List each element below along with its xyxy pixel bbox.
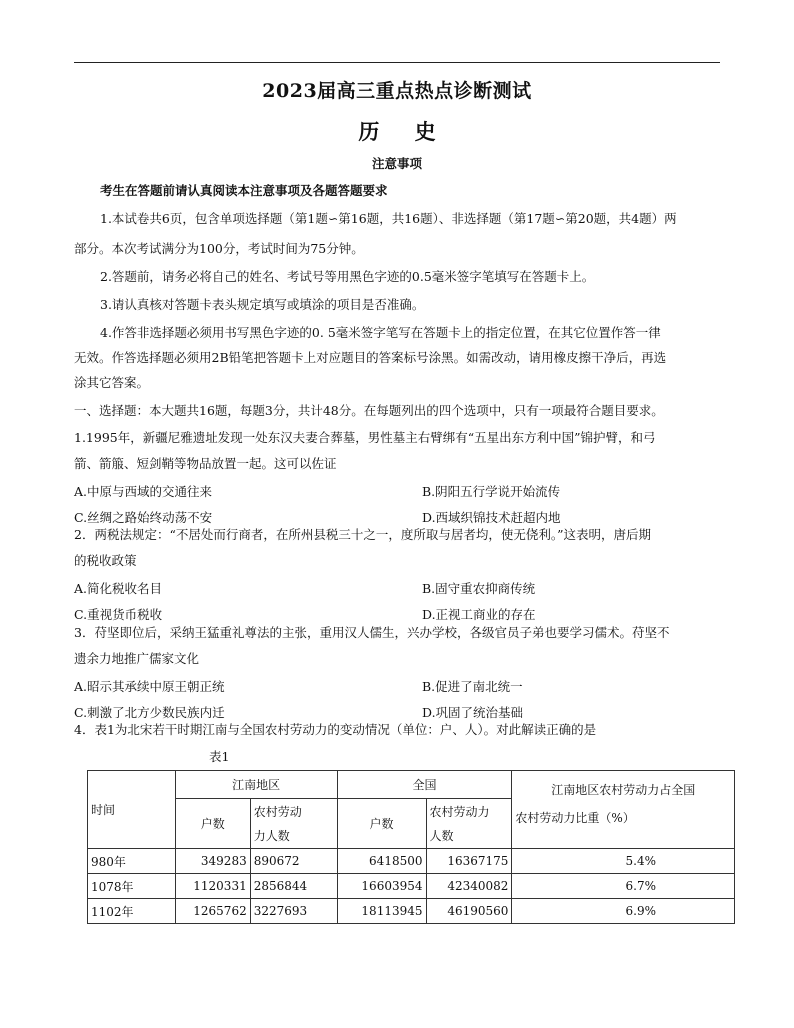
header-ratio: [512, 771, 735, 849]
notice-4-line3: 涂其它答案。: [74, 375, 150, 390]
notice-1-line1: 1.本试卷共6页，包含单项选择题（第1题∽第16题，共16题）、非选择题（第17题∽第20题，共4题）两: [100, 211, 677, 226]
q1-stem-line1: 1.1995年，新疆尼雅遗址发现一处东汉夫妻合葬墓，男性墓主右臂绑有“五星出东方利中国”锦护臂，和弓: [74, 430, 656, 445]
header-time: 时间: [88, 771, 176, 849]
q2-stem-line1: 2．两税法规定：“不居处而行商者，在所州县税三十之一，度所取与居者均，使无侥利。”这表明，唐后期: [74, 527, 651, 542]
cell-year: 1102年: [88, 899, 176, 924]
table-row: [88, 899, 735, 924]
q3-stem-line1: 3．苻坚即位后，采纳王猛重礼尊法的主张，重用汉人儒生，兴办学校，各级官员子弟也要学习儒术。苻坚不: [74, 625, 670, 640]
q3-option-a: A.昭示其承续中原王朝正统: [74, 679, 225, 694]
cell-jn-households: 1120331: [175, 874, 250, 899]
notice-subheading: 考生在答题前请认真阅读本注意事项及各题答题要求: [100, 183, 388, 198]
header-ratio-line2: 农村劳动力比重（%）: [515, 811, 635, 825]
cell-nat-households: 6418500: [337, 849, 426, 874]
table-row: [88, 874, 735, 899]
cell-year: 980年: [88, 849, 176, 874]
labor-table: [87, 770, 735, 924]
q3-stem-line2: 遗余力地推广儒家文化: [74, 651, 200, 666]
q1-stem-line2: 箭、箭箙、短剑鞘等物品放置一起。这可以佐证: [74, 456, 337, 471]
q3-option-b: B.促进了南北统一: [422, 679, 523, 694]
table-caption: 表1: [209, 749, 230, 764]
cell-jn-households: 349283: [175, 849, 250, 874]
q2-option-a: A.简化税收名目: [74, 581, 163, 596]
header-jn-labor-line1: 农村劳动: [253, 804, 302, 819]
cell-nat-households: 16603954: [337, 874, 426, 899]
header-nat-labor: [426, 799, 512, 849]
q1-option-c: C.丝绸之路始终动荡不安: [74, 510, 213, 525]
cell-ratio: 6.9%: [512, 899, 735, 924]
cell-nat-labor: 42340082: [426, 874, 512, 899]
cell-ratio: 6.7%: [512, 874, 735, 899]
header-jn-households: 户数: [175, 799, 250, 849]
notice-3: 3.请认真核对答题卡表头规定填写或填涂的项目是否准确。: [100, 297, 425, 312]
notice-4-line1: 4.作答非选择题必须用书写黑色字迹的0. 5毫米签字笔写在答题卡上的指定位置，在其它位置作答一律: [100, 325, 661, 340]
cell-jn-labor: 890672: [250, 849, 337, 874]
header-jn-labor: [250, 799, 337, 849]
q2-option-c: C.重视货币税收: [74, 607, 163, 622]
q1-option-d: D.西域织锦技术赶超内地: [422, 510, 561, 525]
cell-nat-households: 18113945: [337, 899, 426, 924]
exam-title: 2023届高三重点热点诊断测试: [262, 80, 532, 102]
notice-1-line2: 部分。本次考试满分为100分，考试时间为75分钟。: [74, 241, 364, 256]
header-jn-labor-line2: 力人数: [253, 828, 290, 843]
cell-ratio: 5.4%: [512, 849, 735, 874]
notice-4-line2: 无效。作答选择题必须用2B铅笔把答题卡上对应题目的答案标号涂黑。如需改动，请用橡皮擦干净后，再选: [74, 350, 667, 365]
cell-year: 1078年: [88, 874, 176, 899]
header-national: 全国: [337, 771, 512, 799]
header-ratio-line1: 江南地区农村劳动力占全国: [551, 783, 696, 797]
header-nat-labor-line2: 人数: [429, 828, 454, 843]
notice-2: 2.答题前，请务必将自己的姓名、考试号等用黑色字迹的0.5毫米签字笔填写在答题卡上。: [100, 269, 595, 284]
subject-title: 历 史: [358, 119, 450, 144]
table-row: [88, 849, 735, 874]
q2-option-d: D.正视工商业的存在: [422, 607, 536, 622]
header-nat-households: 户数: [337, 799, 426, 849]
cell-jn-households: 1265762: [175, 899, 250, 924]
q3-option-c: C.刺激了北方少数民族内迁: [74, 705, 225, 720]
q2-option-b: B.固守重农抑商传统: [422, 581, 536, 596]
top-rule: [74, 62, 720, 63]
q2-stem-line2: 的税收政策: [74, 553, 137, 568]
header-jiangnan: 江南地区: [175, 771, 337, 799]
header-nat-labor-line1: 农村劳动力: [429, 804, 490, 819]
q3-option-d: D.巩固了统治基础: [422, 705, 524, 720]
cell-nat-labor: 16367175: [426, 849, 512, 874]
q4-stem: 4．表1为北宋若干时期江南与全国农村劳动力的变动情况（单位：户、人）。对此解读正确的是: [74, 722, 597, 737]
q1-option-b: B.阴阳五行学说开始流传: [422, 484, 561, 499]
cell-jn-labor: 3227693: [250, 899, 337, 924]
q1-option-a: A.中原与西域的交通往来: [74, 484, 213, 499]
notice-heading: 注意事项: [371, 156, 422, 171]
cell-jn-labor: 2856844: [250, 874, 337, 899]
cell-nat-labor: 46190560: [426, 899, 512, 924]
section-heading: 一、选择题：本大题共16题，每题3分，共计48分。在每题列出的四个选项中，只有一项最符合题目要求。: [74, 403, 664, 418]
